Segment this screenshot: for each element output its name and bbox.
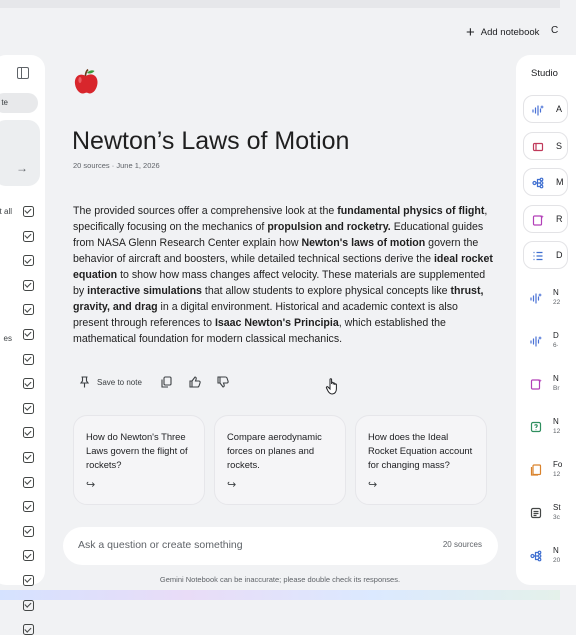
studio-title: Studio	[531, 68, 558, 79]
suggestion-text: How does the Ideal Rocket Equation account for changing mass?	[368, 431, 473, 470]
source-checkbox[interactable]	[23, 550, 34, 561]
source-checkbox[interactable]	[23, 378, 34, 389]
source-count: 20 sources	[442, 540, 482, 549]
summary-text: govern the behavior of aircraft and boosters, while detailed technical sections derive the	[73, 237, 479, 265]
source-label: es	[3, 334, 12, 343]
studio-output-title[interactable]: N	[553, 288, 559, 297]
summary-text: in a digital environment. Historical and academic context is also present through references to	[73, 301, 458, 329]
disclaimer: Gemini Notebook can be inaccurate; please double check its responses.	[159, 575, 401, 584]
list-icon	[532, 249, 544, 261]
studio-tool-label: A	[556, 104, 563, 114]
mindmap-icon	[532, 176, 544, 188]
report-icon	[532, 213, 544, 225]
source-checkbox[interactable]	[23, 255, 34, 266]
chat-input-box	[63, 527, 498, 565]
source-checkbox[interactable]	[23, 452, 34, 463]
summary-emphasis: interactive simulations	[87, 285, 202, 297]
studio-tool-button[interactable]	[523, 132, 568, 160]
suggestion-card[interactable]	[214, 415, 346, 505]
audio-wave-icon[interactable]	[530, 291, 542, 303]
source-checkbox[interactable]	[23, 501, 34, 512]
source-checkbox[interactable]	[23, 624, 34, 635]
suggestion-card[interactable]	[355, 415, 487, 505]
source-discovery-box[interactable]	[0, 120, 40, 186]
studio-tool-button[interactable]	[523, 168, 568, 196]
notebook-meta: 20 sources · June 1, 2026	[73, 161, 160, 170]
window-top-strip	[0, 0, 560, 8]
reply-arrow-icon: ↪	[227, 479, 237, 491]
collapse-panel-icon[interactable]	[17, 67, 29, 79]
select-all-label: t all	[0, 207, 12, 216]
suggestion-card[interactable]	[73, 415, 205, 505]
hand-cursor-icon	[325, 377, 341, 395]
summary-emphasis: fundamental physics of flight	[337, 205, 485, 217]
source-checkbox[interactable]	[23, 526, 34, 537]
studio-output-meta: 12	[553, 471, 561, 478]
save-to-note-label: Save to note	[97, 377, 142, 387]
studio-output-title[interactable]: N	[553, 374, 559, 383]
studio-output-title[interactable]: N	[553, 417, 559, 426]
studio-output-meta: 12	[553, 428, 561, 435]
settings-icon[interactable]: C	[551, 25, 559, 36]
thumbs-down-icon[interactable]	[216, 375, 230, 389]
summary-emphasis: Isaac Newton's Principia	[214, 317, 339, 329]
studio-tool-label: S	[556, 140, 563, 151]
chat-input[interactable]	[78, 536, 398, 554]
apple-emoji-icon	[73, 68, 99, 96]
studio-tool-label: R	[556, 213, 563, 224]
reply-arrow-icon: ↪	[86, 479, 96, 491]
thumbs-up-icon[interactable]	[188, 375, 202, 389]
arrow-right-icon[interactable]: →	[16, 161, 28, 175]
studio-tool-button[interactable]	[523, 241, 568, 269]
source-checkbox[interactable]	[23, 477, 34, 488]
source-checkbox[interactable]	[23, 280, 34, 291]
notebook-title: Newton’s Laws of Motion	[72, 127, 350, 155]
summary-emphasis: Newton's laws of motion	[301, 237, 426, 249]
studio-tool-label: D	[556, 250, 563, 260]
summary-emphasis: ideal rocket equation	[73, 253, 493, 281]
copy-icon[interactable]	[160, 375, 174, 389]
source-checkbox[interactable]	[23, 231, 34, 242]
add-notebook-label: Add notebook	[480, 26, 540, 38]
add-source-button[interactable]	[0, 93, 38, 113]
studio-output-meta: 3c	[553, 514, 560, 521]
studio-output-meta: 22	[553, 299, 561, 306]
bottom-gradient	[0, 590, 560, 600]
studio-output-meta: 6·	[553, 342, 559, 349]
add-source-label: te	[1, 98, 8, 107]
select-all-checkbox[interactable]	[23, 206, 34, 217]
summary-emphasis: propulsion and rocketry.	[267, 221, 391, 233]
reply-arrow-icon: ↪	[368, 479, 378, 491]
summary-text: The provided sources offer a comprehensive look at the	[73, 205, 338, 217]
source-checkbox[interactable]	[23, 427, 34, 438]
studio-output-title[interactable]: Fo	[553, 460, 563, 469]
add-notebook-button[interactable]	[466, 24, 539, 40]
report-icon[interactable]	[530, 377, 542, 389]
summary-text: that allow students to explore physical concepts like	[201, 285, 451, 297]
mindmap-icon[interactable]	[530, 549, 542, 561]
source-checkbox[interactable]	[23, 354, 34, 365]
audio-wave-icon	[532, 103, 544, 115]
studio-tool-label: M	[556, 177, 564, 187]
studio-output-title[interactable]: D	[553, 331, 559, 340]
audio-wave-icon[interactable]	[530, 334, 542, 346]
pin-icon	[80, 376, 89, 388]
studio-tool-button[interactable]	[523, 95, 568, 123]
top-bar	[0, 0, 560, 62]
source-checkbox[interactable]	[23, 403, 34, 414]
summary-emphasis: thrust, gravity, and drag	[73, 285, 484, 313]
studio-tool-button[interactable]	[523, 205, 568, 233]
suggestion-text: How do Newton's Three Laws govern the flight of rockets?	[86, 431, 188, 470]
source-checkbox[interactable]	[23, 329, 34, 340]
suggestion-text: Compare aerodynamic forces on planes and rockets.	[227, 431, 322, 470]
study-guide-icon[interactable]	[530, 506, 542, 518]
plus-icon: +	[466, 23, 475, 41]
notebook-summary	[73, 203, 493, 347]
studio-output-meta: 20	[553, 557, 561, 564]
summary-text: , which established the mathematical foundation for modern classical mechanics.	[73, 317, 446, 345]
studio-output-meta: Br	[553, 385, 560, 392]
quiz-icon[interactable]	[530, 420, 542, 432]
summary-text: , specifically focusing on the mechanics of	[73, 205, 488, 233]
summary-text: to show how mass changes affect velocity. These materials are supplemented by	[73, 269, 486, 297]
source-checkbox[interactable]	[23, 600, 34, 611]
flashcards-icon[interactable]	[530, 463, 542, 475]
studio-output-title[interactable]: St	[553, 503, 561, 512]
summary-text: Educational guides from NASA Glenn Research Center explain how	[73, 221, 484, 249]
source-checkbox[interactable]	[23, 304, 34, 315]
response-actions	[80, 374, 244, 390]
slides-icon	[532, 140, 544, 152]
save-to-note-button[interactable]	[80, 376, 142, 388]
studio-output-title[interactable]: N	[553, 546, 559, 555]
